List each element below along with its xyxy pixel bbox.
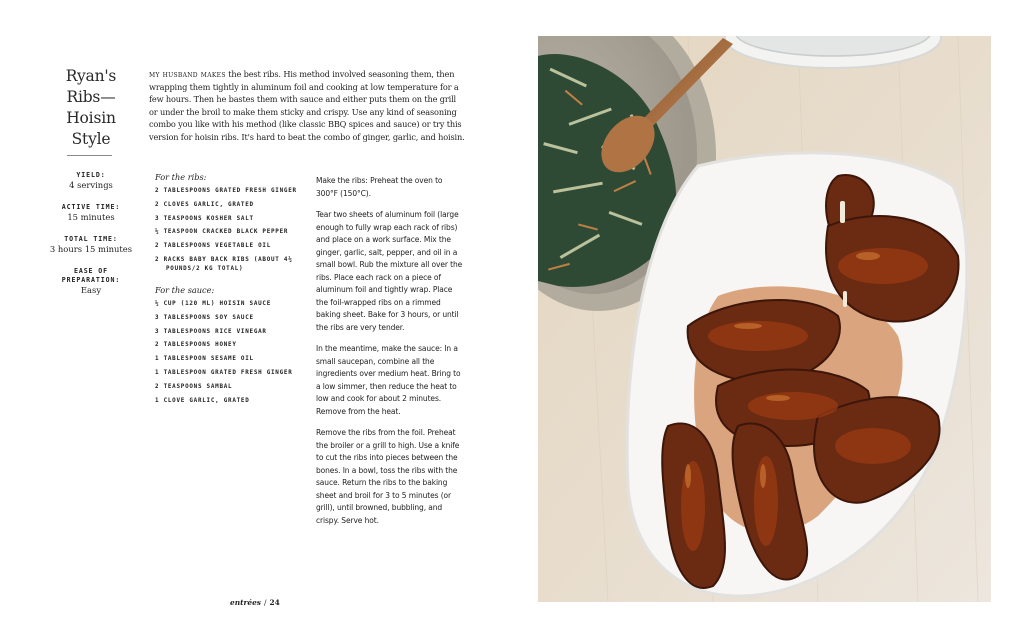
meta-value: 3 hours 15 minutes bbox=[49, 244, 133, 254]
meta-yield bbox=[46, 171, 136, 191]
ingredient-item: 2 TABLESPOONS HONEY bbox=[155, 342, 237, 349]
meta-active-time bbox=[46, 203, 136, 223]
meta-value: 15 minutes bbox=[67, 212, 115, 222]
meta-label: ACTIVE TIME: bbox=[61, 203, 121, 211]
title-line: Hoisin bbox=[66, 109, 116, 127]
page-footer bbox=[230, 598, 280, 607]
ingredient-list bbox=[155, 187, 305, 273]
method-step: Make the ribs: Preheat the oven to 300°F (150°C). bbox=[316, 176, 443, 198]
recipe-title bbox=[48, 66, 134, 150]
ingredient-item: 2 RACKS BABY BACK RIBS (ABOUT 4½ POUNDS/2 KG TOTAL) bbox=[155, 256, 293, 272]
meta-label: EASE OF PREPARATION: bbox=[61, 267, 121, 284]
ingredient-item: 2 TABLESPOONS GRATED FRESH GINGER bbox=[155, 188, 297, 194]
footer-section: entrées bbox=[230, 598, 261, 607]
ingredient-group-ribs bbox=[155, 172, 305, 273]
method-step: Remove the ribs from the foil. Preheat the broiler or a grill to high. Use a knife to cut the ribs into pieces between the bones. In a bowl, toss the ribs with the sauce. Return the ribs to the baking sheet and broil for 3 to 5 minutes (or grill), until browned, bubbling, and crispy. Serve hot. bbox=[316, 428, 460, 525]
title-line: Ryan's bbox=[65, 67, 117, 85]
meta-value: 4 servings bbox=[69, 180, 113, 190]
ribs-photo-illustration bbox=[538, 36, 991, 602]
title-line: Style bbox=[71, 130, 111, 148]
ingredient-item: ½ CUP (120 ML) HOISIN SAUCE bbox=[155, 301, 272, 308]
ingredient-list bbox=[155, 300, 305, 405]
meta-label: TOTAL TIME: bbox=[64, 235, 118, 243]
ingredient-item: 1 CLOVE GARLIC, GRATED bbox=[155, 397, 250, 404]
intro-lead: my husband makes bbox=[149, 69, 226, 79]
ingredient-item: 3 TABLESPOONS SOY SAUCE bbox=[155, 314, 254, 321]
ingredient-heading: For the ribs: bbox=[155, 172, 207, 182]
meta-total-time bbox=[46, 235, 136, 255]
ingredient-item: 3 TABLESPOONS RICE VINEGAR bbox=[155, 328, 267, 335]
ingredient-heading: For the sauce: bbox=[155, 285, 215, 296]
meta-label: YIELD: bbox=[76, 171, 106, 179]
footer-separator: / bbox=[263, 598, 267, 607]
title-divider bbox=[67, 155, 112, 156]
ingredient-item: 3 TEASPOONS KOSHER SALT bbox=[155, 215, 254, 222]
recipe-meta bbox=[46, 171, 136, 308]
recipe-intro bbox=[149, 68, 467, 144]
ingredient-group-sauce bbox=[155, 285, 305, 405]
ingredient-item: 2 TABLESPOONS VEGETABLE OIL bbox=[155, 243, 272, 250]
page-number: 24 bbox=[269, 598, 280, 607]
meta-value: Easy bbox=[80, 285, 102, 295]
recipe-photo bbox=[538, 36, 991, 602]
meta-ease bbox=[46, 267, 136, 296]
method-step: Tear two sheets of aluminum foil (large enough to fully wrap each rack of ribs) and place on a work surface. Mix the ginger, garlic, salt, pepper, and oil in a small bowl. Rub the mixture all over the ribs. Place each rack on a piece of aluminum foil and tightly wrap. Place the foil-wrapped ribs on a rimmed baking sheet. Bake for 3 hours, or until the ribs are very tender. bbox=[316, 210, 463, 332]
ingredient-item: ½ TEASPOON CRACKED BLACK PEPPER bbox=[155, 229, 289, 236]
ingredient-item: 1 TABLESPOON SESAME OIL bbox=[155, 356, 254, 363]
intro-body: the best ribs. His method involved seasoning them, then wrapping them tightly in aluminum foil and cooking at low temperature for a few hours. Then he bastes them with sauce and either puts them on the grill or under the broil to make them sticky and crispy. Use any kind of seasoning combo you like with his method (like classic BBQ spices and sauce) or try this version for hoisin ribs. It's hard to beat the combo of ginger, garlic, and hoisin. bbox=[149, 69, 465, 142]
method-step: In the meantime, make the sauce: In a small saucepan, combine all the ingredients over medium heat. Bring to a low simmer, then reduce the heat to low and cook for about 2 minutes. Remove from the heat. bbox=[316, 344, 461, 416]
title-line: Ribs— bbox=[66, 88, 116, 106]
ingredient-item: 1 TABLESPOON GRATED FRESH GINGER bbox=[155, 370, 293, 376]
ingredient-item: 2 CLOVES GARLIC, GRATED bbox=[155, 201, 254, 208]
ingredient-item: 2 TEASPOONS SAMBAL bbox=[155, 383, 233, 390]
method-steps bbox=[316, 175, 466, 536]
ingredients bbox=[155, 172, 305, 417]
